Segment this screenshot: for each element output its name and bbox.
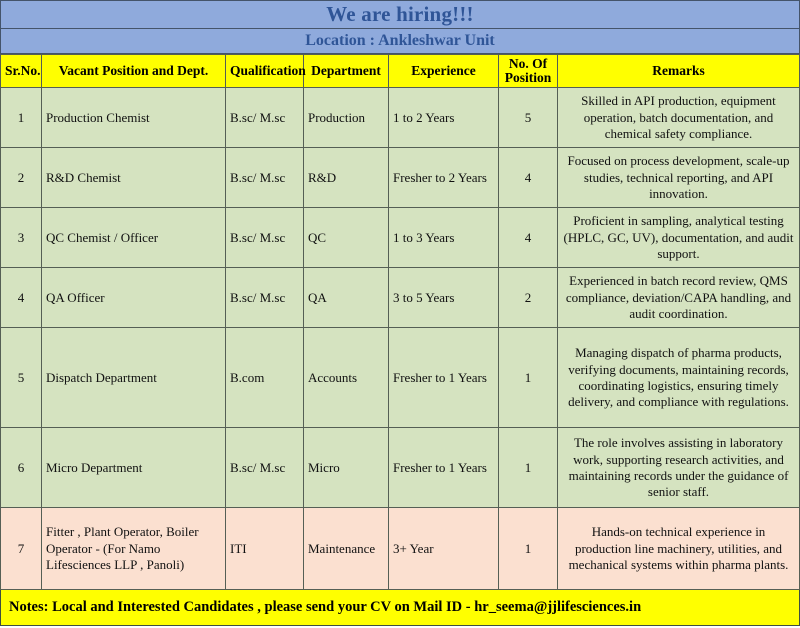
cell-qualification: B.sc/ M.sc xyxy=(226,208,304,268)
cell-remarks: Hands-on technical experience in production line machinery, utilities, and mechanical systems within pharma plants. xyxy=(558,508,800,590)
column-header-no-of-position: No. Of Position xyxy=(499,55,558,88)
cell-experience: 1 to 2 Years xyxy=(389,88,499,148)
table-row xyxy=(1,88,800,148)
cell-sr-no: 2 xyxy=(1,148,42,208)
cell-no-of-position: 1 xyxy=(499,508,558,590)
cell-experience: Fresher to 1 Years xyxy=(389,328,499,428)
cell-position: Micro Department xyxy=(42,428,226,508)
table-row xyxy=(1,428,800,508)
cell-qualification: B.sc/ M.sc xyxy=(226,148,304,208)
cell-position: QC Chemist / Officer xyxy=(42,208,226,268)
cell-remarks: The role involves assisting in laboratory work, supporting research activities, and maintaining records under the guidance of senior staff. xyxy=(558,428,800,508)
cell-department: Accounts xyxy=(304,328,389,428)
cell-no-of-position: 4 xyxy=(499,208,558,268)
poster-title: We are hiring!!! xyxy=(0,0,800,29)
cell-sr-no: 3 xyxy=(1,208,42,268)
cell-qualification: B.com xyxy=(226,328,304,428)
cell-experience: Fresher to 2 Years xyxy=(389,148,499,208)
notes-bar: Notes: Local and Interested Candidates , please send your CV on Mail ID - hr_seema@jjlifesciences.in xyxy=(0,590,800,626)
cell-position: Dispatch Department xyxy=(42,328,226,428)
cell-experience: 3 to 5 Years xyxy=(389,268,499,328)
cell-position: R&D Chemist xyxy=(42,148,226,208)
cell-department: Production xyxy=(304,88,389,148)
cell-qualification: B.sc/ M.sc xyxy=(226,268,304,328)
cell-remarks: Focused on process development, scale-up studies, technical reporting, and API innovation. xyxy=(558,148,800,208)
cell-position: Fitter , Plant Operator, Boiler Operator - (For Namo Lifesciences LLP , Panoli) xyxy=(42,508,226,590)
cell-remarks: Experienced in batch record review, QMS compliance, deviation/CAPA handling, and audit coordination. xyxy=(558,268,800,328)
cell-position: QA Officer xyxy=(42,268,226,328)
column-header-remarks: Remarks xyxy=(558,55,800,88)
cell-sr-no: 6 xyxy=(1,428,42,508)
cell-remarks: Managing dispatch of pharma products, verifying documents, maintaining records, coordinating logistics, ensuring timely delivery, and compliance with regulations. xyxy=(558,328,800,428)
table-row xyxy=(1,508,800,590)
column-header-department: Department xyxy=(304,55,389,88)
column-header-experience: Experience xyxy=(389,55,499,88)
cell-experience: 3+ Year xyxy=(389,508,499,590)
cell-sr-no: 7 xyxy=(1,508,42,590)
table-header xyxy=(1,55,800,88)
table-body xyxy=(1,88,800,590)
cell-department: QC xyxy=(304,208,389,268)
table-row xyxy=(1,148,800,208)
cell-department: Micro xyxy=(304,428,389,508)
column-header-qualification: Qualification xyxy=(226,55,304,88)
poster-location: Location : Ankleshwar Unit xyxy=(0,29,800,54)
cell-department: R&D xyxy=(304,148,389,208)
cell-no-of-position: 5 xyxy=(499,88,558,148)
cell-no-of-position: 1 xyxy=(499,328,558,428)
cell-no-of-position: 4 xyxy=(499,148,558,208)
table-row xyxy=(1,328,800,428)
cell-remarks: Proficient in sampling, analytical testing (HPLC, GC, UV), documentation, and audit support. xyxy=(558,208,800,268)
vacancy-table xyxy=(0,54,800,590)
cell-remarks: Skilled in API production, equipment operation, batch documentation, and chemical safety compliance. xyxy=(558,88,800,148)
cell-sr-no: 5 xyxy=(1,328,42,428)
column-header-vacant-position: Vacant Position and Dept. xyxy=(42,55,226,88)
cell-sr-no: 4 xyxy=(1,268,42,328)
cell-position: Production Chemist xyxy=(42,88,226,148)
cell-department: QA xyxy=(304,268,389,328)
cell-qualification: ITI xyxy=(226,508,304,590)
table-row xyxy=(1,208,800,268)
column-header-sr-no: Sr.No. xyxy=(1,55,42,88)
cell-experience: Fresher to 1 Years xyxy=(389,428,499,508)
cell-department: Maintenance xyxy=(304,508,389,590)
table-header-row xyxy=(1,55,800,88)
cell-sr-no: 1 xyxy=(1,88,42,148)
cell-no-of-position: 2 xyxy=(499,268,558,328)
cell-qualification: B.sc/ M.sc xyxy=(226,88,304,148)
table-row xyxy=(1,268,800,328)
cell-experience: 1 to 3 Years xyxy=(389,208,499,268)
cell-qualification: B.sc/ M.sc xyxy=(226,428,304,508)
cell-no-of-position: 1 xyxy=(499,428,558,508)
